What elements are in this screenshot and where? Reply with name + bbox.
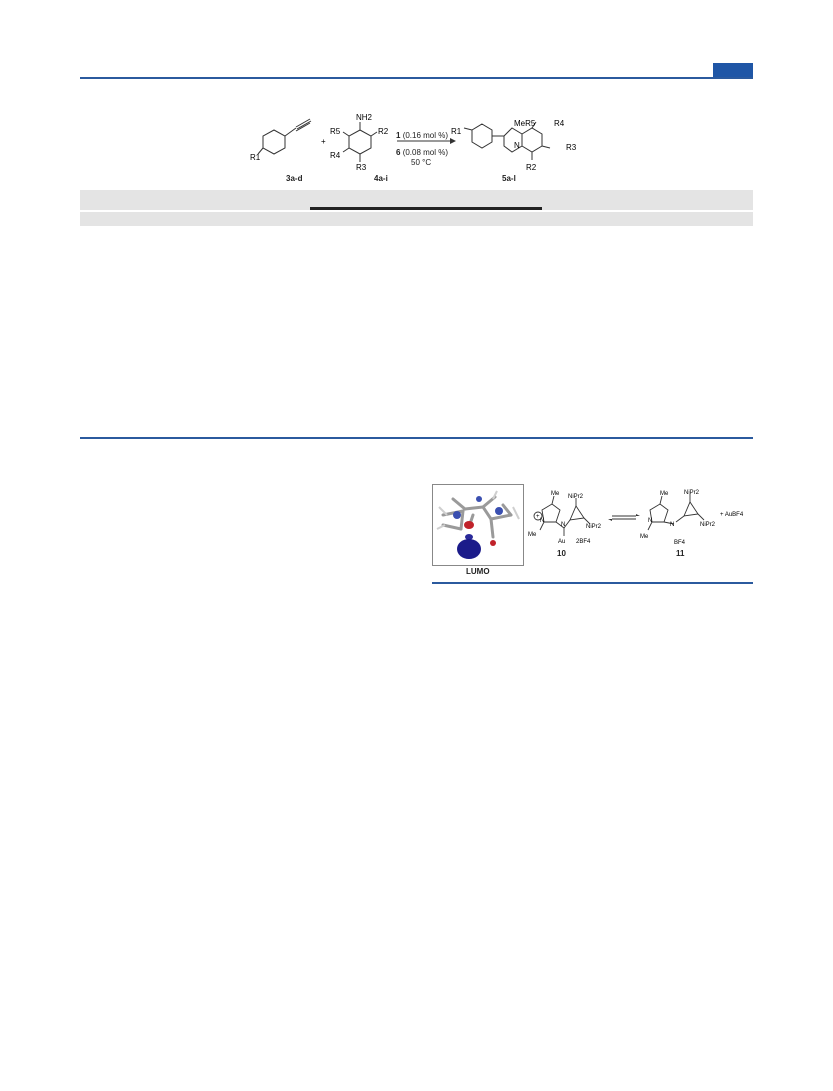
r3-sub-product: R3 — [566, 143, 577, 152]
plus-charge-10: + — [536, 514, 540, 520]
header-accent-tab — [713, 63, 753, 77]
au-label: Au — [558, 539, 566, 545]
r1-sub-product: R1 — [451, 127, 462, 136]
compound-11-label: 11 — [676, 549, 685, 558]
n-label-11b: N — [670, 522, 675, 528]
r3-sub: R3 — [356, 163, 367, 172]
me-label-11a: Me — [660, 491, 669, 497]
label-4a-i: 4a-i — [374, 174, 388, 183]
me-r5-label: MeR5 — [514, 119, 536, 128]
me-label-11b: Me — [640, 534, 649, 540]
r4-sub: R4 — [330, 151, 341, 160]
section-rule — [80, 437, 753, 439]
quinoline-structure — [464, 122, 550, 160]
me-label-10b: Me — [528, 532, 537, 538]
bf4-label: BF4 — [674, 540, 686, 546]
condition-catalyst-1 — [396, 131, 448, 140]
condition-temperature: 50 °C — [411, 158, 432, 167]
condition-catalyst-2 — [396, 148, 448, 157]
nipr2-label-11b: NiPr2 — [700, 522, 716, 528]
nipr2-label-11a: NiPr2 — [684, 490, 700, 496]
n-label-11a: N — [648, 518, 653, 524]
catalyst-1-number: 1 — [396, 131, 401, 140]
r2-sub: R2 — [378, 127, 389, 136]
reaction-scheme — [250, 108, 590, 184]
table-subheader-band — [80, 212, 753, 226]
equilibrium-scheme — [524, 486, 754, 576]
n-atom-label: N — [514, 141, 520, 150]
nh2-label: NH2 — [356, 113, 373, 122]
nipr2-label-10a: NiPr2 — [568, 494, 584, 500]
aubf4-label: + AuBF4 — [720, 512, 744, 518]
r4-sub-product: R4 — [554, 119, 565, 128]
r1-sub-left: R1 — [250, 153, 261, 162]
me-label-10a: Me — [551, 491, 560, 497]
catalyst-1-loading: (0.16 mol %) — [402, 131, 449, 140]
bf4-2-label: 2BF4 — [576, 539, 591, 545]
figure-bottom-rule — [432, 582, 753, 584]
nipr2-label-10b: NiPr2 — [586, 524, 602, 530]
table-header-underline — [310, 207, 542, 210]
r2-sub-product: R2 — [526, 163, 537, 172]
label-3a-d: 3a-d — [286, 174, 303, 183]
plus-sign: + — [321, 137, 326, 146]
n-label-10b: N — [561, 522, 566, 528]
n-label-10a: N — [540, 518, 545, 524]
lumo-label: LUMO — [466, 567, 490, 576]
compound-10-label: 10 — [557, 549, 566, 558]
aniline-structure — [343, 122, 377, 162]
lumo-image-frame — [432, 484, 524, 566]
lumo-orbital-render — [433, 485, 523, 565]
catalyst-2-loading: (0.08 mol %) — [402, 148, 449, 157]
label-5a-l: 5a-l — [502, 174, 516, 183]
header-rule — [80, 77, 753, 79]
aryl-alkyne-structure — [258, 119, 311, 154]
catalyst-2-number: 6 — [396, 148, 401, 157]
r5-sub: R5 — [330, 127, 341, 136]
